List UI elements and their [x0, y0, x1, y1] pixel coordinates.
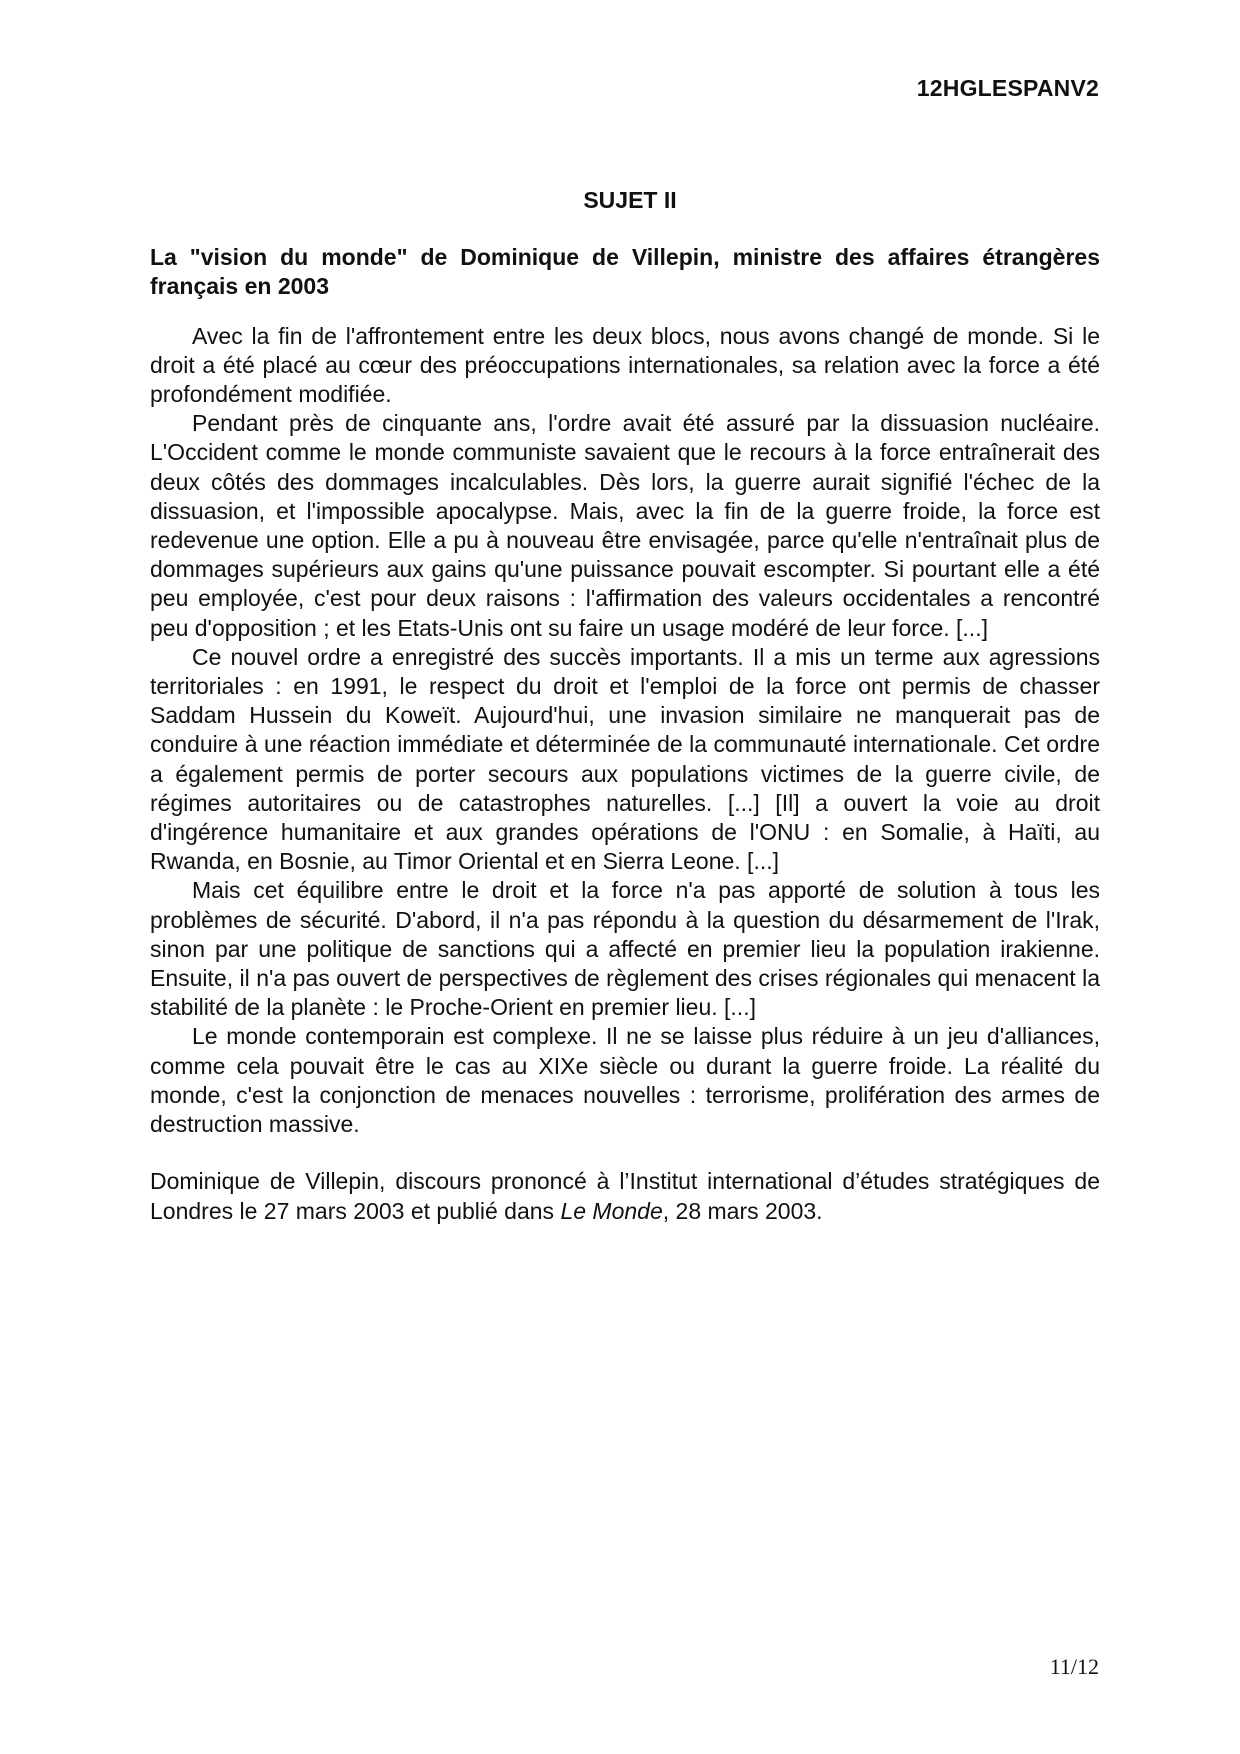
source-citation — [150, 1167, 1100, 1225]
document-title: La "vision du monde" de Dominique de Villepin, ministre des affaires étrangères français en 2003 — [150, 244, 1100, 300]
publication-name: Le Monde — [560, 1197, 663, 1224]
document-content — [150, 186, 1100, 1226]
subject-heading: SUJET II — [583, 187, 677, 213]
page-number: 11/12 — [1049, 1654, 1099, 1679]
paragraph: Pendant près de cinquante ans, l'ordre avait été assuré par la dissuasion nucléaire. L'Occident comme le monde communiste savaient que le recours à la force entraînerait des deux côtés des dommages incalculables. Dès lors, la guerre aurait signifié l'échec de la dissuasion, et l'impossible apocalypse. Mais, avec la fin de la guerre froide, la force est redevenue une option. Elle a pu à nouveau être envisagée, parce qu'elle n'entraînait plus de dommages supérieurs aux gains qu'une puissance pouvait escompter. Si pourtant elle a été peu employée, c'est pour deux raisons : l'affirmation des valeurs occidentales a rencontré peu d'opposition ; et les Etats-Unis ont su faire un usage modéré de leur force. [...] — [150, 410, 1100, 641]
paragraph: Ce nouvel ordre a enregistré des succès importants. Il a mis un terme aux agressions territoriales : en 1991, le respect du droit et l'emploi de la force ont permis de chasser Saddam Hussein du Koweït. Aujourd'hui, une invasion similaire ne manquerait pas de conduire à une réaction immédiate et déterminée de la communauté internationale. Cet ordre a également permis de porter secours aux populations victimes de la guerre civile, de régimes autoritaires ou de catastrophes naturelles. [...] [Il] a ouvert la voie au droit d'ingérence humanitaire et aux grandes opérations de l'ONU : en Somalie, à Haïti, au Rwanda, en Bosnie, au Timor Oriental et en Sierra Leone. [...] — [150, 643, 1100, 875]
paragraph: Avec la fin de l'affrontement entre les deux blocs, nous avons changé de monde. Si le droit a été placé au cœur des préoccupations internationales, sa relation avec la force a été profondément modifiée. — [150, 322, 1100, 408]
document-code: 12HGLESPANV2 — [916, 75, 1099, 101]
paragraph: Mais cet équilibre entre le droit et la force n'a pas apporté de solution à tous les problèmes de sécurité. D'abord, il n'a pas répondu à la question du désarmement de l'Irak, sinon par une politique de sanctions qui a affecté en premier lieu la population irakienne. Ensuite, il n'a pas ouvert de perspectives de règlement des crises régionales qui menacent la stabilité de la planète : le Proche-Orient en premier lieu. [...] — [150, 877, 1100, 1021]
source-text-before: Dominique de Villepin, discours prononcé à l’Institut international d’études stratégiques de Londres le 27 mars 2003 et publié dans — [150, 1168, 1100, 1224]
speech-excerpt — [150, 322, 1100, 1140]
paragraph: Le monde contemporain est complexe. Il ne se laisse plus réduire à un jeu d'alliances, comme cela pouvait être le cas au XIXe siècle ou durant la guerre froide. La réalité du monde, c'est la conjonction de menaces nouvelles : terrorisme, prolifération des armes de destruction massive. — [150, 1023, 1100, 1138]
source-text-after: , 28 mars 2003. — [662, 1197, 823, 1224]
